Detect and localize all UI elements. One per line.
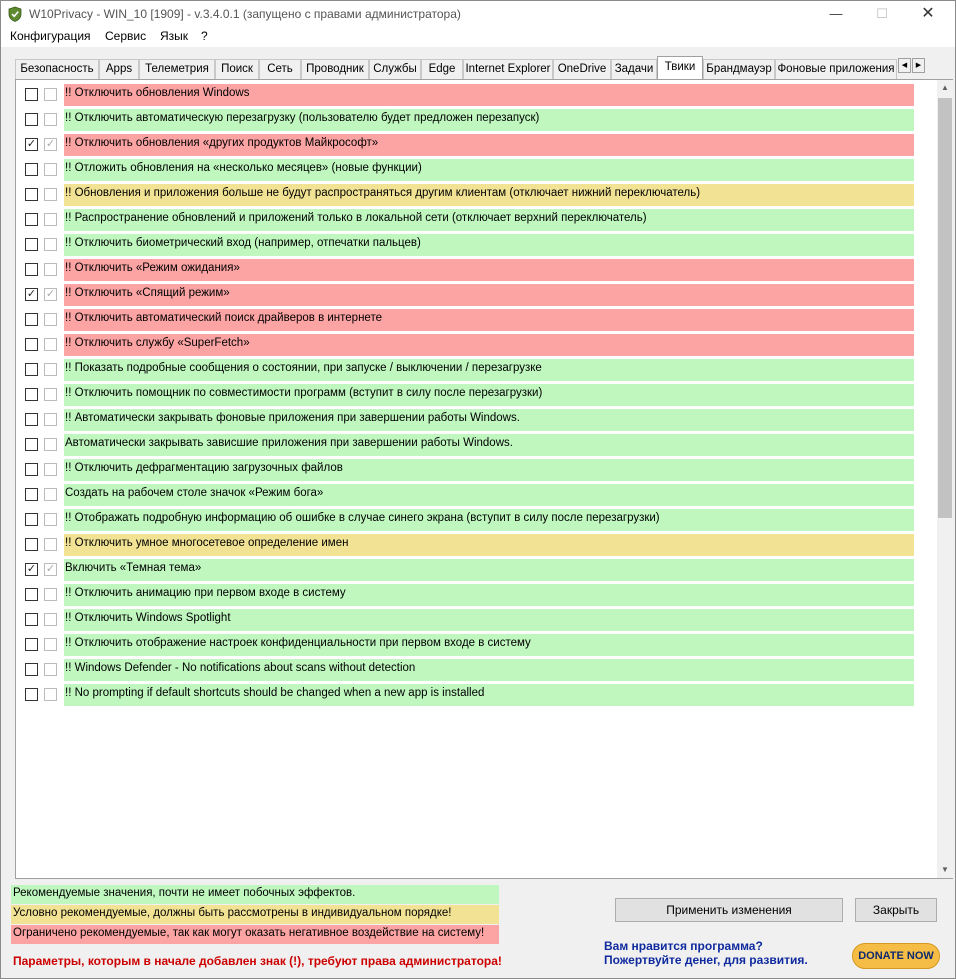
tweak-label[interactable]: !! Отключить умное многосетевое определение имен: [64, 534, 914, 556]
tweak-label[interactable]: !! Отключить помощник по совместимости программ (вступит в силу после перезагрузки): [64, 384, 914, 406]
tweak-label[interactable]: !! Отображать подробную информацию об ошибке в случае синего экрана (вступит в силу после перезагрузки): [64, 509, 914, 531]
menu-service[interactable]: Сервис: [105, 29, 147, 43]
tab-internet-explorer[interactable]: Internet Explorer: [463, 59, 553, 79]
tweak-label[interactable]: !! Отключить биометрический вход (например, отпечатки пальцев): [64, 234, 914, 256]
scroll-thumb[interactable]: [938, 98, 952, 518]
tweak-label[interactable]: !! Отключить обновления «других продуктов Майкрософт»: [64, 134, 914, 156]
tweak-checkbox[interactable]: ✓: [26, 288, 37, 300]
recommended-checkbox: [44, 613, 57, 626]
tweak-row: [16, 684, 938, 706]
tweak-checkbox[interactable]: ✓: [26, 563, 37, 575]
tweak-checkbox[interactable]: [25, 488, 38, 501]
tweak-label[interactable]: !! Распространение обновлений и приложений только в локальной сети (отключает верхний переключатель): [64, 209, 914, 231]
tweak-row: [16, 184, 938, 206]
tweak-checkbox[interactable]: [25, 163, 38, 176]
tweak-row: [16, 459, 938, 481]
title-bar: [1, 1, 955, 27]
tab-network[interactable]: Сеть: [259, 59, 301, 79]
tweak-row: [16, 609, 938, 631]
recommended-checkbox: [44, 463, 57, 476]
tweak-label[interactable]: !! Отключить дефрагментацию загрузочных файлов: [64, 459, 914, 481]
tweak-checkbox[interactable]: [25, 613, 38, 626]
tweak-row: [16, 434, 938, 456]
tab-tasks[interactable]: Задачи: [611, 59, 657, 79]
tweak-checkbox[interactable]: [25, 113, 38, 126]
legend-green: Рекомендуемые значения, почти не имеет побочных эффектов.: [11, 885, 499, 904]
tweak-checkbox[interactable]: [25, 638, 38, 651]
tweak-row: [16, 134, 938, 156]
recommended-checkbox: [44, 513, 57, 526]
menu-config[interactable]: Конфигурация: [10, 29, 91, 43]
tweak-label[interactable]: !! Отложить обновления на «несколько месяцев» (новые функции): [64, 159, 914, 181]
menu-bar: [1, 27, 955, 47]
tweak-label[interactable]: !! Отключить «Режим ожидания»: [64, 259, 914, 281]
recommended-checkbox: [44, 488, 57, 501]
recommended-checkbox: [44, 363, 57, 376]
tab-services[interactable]: Службы: [369, 59, 421, 79]
tweak-checkbox[interactable]: [25, 263, 38, 276]
tweak-checkbox[interactable]: [25, 588, 38, 601]
legend-red: Ограничено рекомендуемые, так как могут оказать негативное воздействие на систему!: [11, 925, 499, 944]
menu-language[interactable]: Язык: [160, 29, 189, 43]
tweak-row: [16, 284, 938, 306]
tweak-label[interactable]: !! Отключить отображение настроек конфиденциальности при первом входе в систему: [64, 634, 914, 656]
tab-explorer[interactable]: Проводник: [301, 59, 369, 79]
tweak-label[interactable]: !! Отключить «Спящий режим»: [64, 284, 914, 306]
recommended-checkbox: [44, 413, 57, 426]
scroll-up-arrow-icon[interactable]: ▲: [941, 83, 949, 92]
menu-help[interactable]: ?: [201, 29, 208, 43]
tweak-checkbox[interactable]: [25, 363, 38, 376]
tweak-label[interactable]: !! Обновления и приложения больше не будут распространяться другим клиентам (отключает нижний переключатель): [64, 184, 914, 206]
recommended-checkbox: [44, 263, 57, 276]
recommended-checkbox: [44, 113, 57, 126]
tweak-row: [16, 234, 938, 256]
recommended-checkbox: [44, 313, 57, 326]
tweak-row: [16, 634, 938, 656]
tab-scroll-left-button[interactable]: ◀: [898, 58, 911, 73]
recommended-checkbox: [44, 188, 57, 201]
tweak-label[interactable]: !! Автоматически закрывать фоновые приложения при завершении работы Windows.: [64, 409, 914, 431]
tab-background-apps[interactable]: Фоновые приложения: [775, 59, 897, 79]
tweak-checkbox[interactable]: [25, 438, 38, 451]
recommended-checkbox: ✓: [45, 138, 56, 150]
tab-scroll-right-button[interactable]: ▶: [912, 58, 925, 73]
tweak-row: [16, 259, 938, 281]
tweak-checkbox[interactable]: [25, 388, 38, 401]
tweak-checkbox[interactable]: [25, 538, 38, 551]
tweak-label[interactable]: Включить «Темная тема»: [64, 559, 914, 581]
admin-warning: Параметры, которым в начале добавлен знак (!), требуют права администратора!: [13, 954, 502, 968]
tweak-label[interactable]: !! Отключить анимацию при первом входе в систему: [64, 584, 914, 606]
tab-search[interactable]: Поиск: [215, 59, 259, 79]
tweak-checkbox[interactable]: [25, 238, 38, 251]
tweak-checkbox[interactable]: [25, 413, 38, 426]
recommended-checkbox: [44, 638, 57, 651]
tweak-label[interactable]: !! No prompting if default shortcuts should be changed when a new app is installed: [64, 684, 914, 706]
tweak-checkbox[interactable]: [25, 188, 38, 201]
tweak-checkbox[interactable]: [25, 213, 38, 226]
tab-telemetry[interactable]: Телеметрия: [139, 59, 215, 79]
recommended-checkbox: [44, 238, 57, 251]
close-window-button[interactable]: ✕: [921, 5, 935, 22]
tweak-row: [16, 334, 938, 356]
vertical-scrollbar[interactable]: [937, 80, 953, 878]
tweak-checkbox[interactable]: [25, 338, 38, 351]
legend-yellow: Условно рекомендуемые, должны быть рассмотрены в индивидуальном порядке!: [11, 905, 499, 924]
tweak-label[interactable]: !! Показать подробные сообщения о состоянии, при запуске / выключении / перезагрузке: [64, 359, 914, 381]
promo-line-1: Вам нравится программа?: [604, 939, 763, 953]
tweak-checkbox[interactable]: [25, 663, 38, 676]
recommended-checkbox: [44, 538, 57, 551]
shield-icon: [7, 6, 23, 22]
maximize-button[interactable]: ☐: [876, 6, 888, 21]
tweak-label[interactable]: !! Отключить Windows Spotlight: [64, 609, 914, 631]
tweak-row: [16, 384, 938, 406]
recommended-checkbox: [44, 388, 57, 401]
tab-firewall[interactable]: Брандмауэр: [703, 59, 775, 79]
close-button[interactable]: Закрыть: [855, 898, 937, 922]
recommended-checkbox: ✓: [45, 288, 56, 300]
tweak-label[interactable]: !! Отключить автоматическую перезагрузку (пользователю будет предложен перезапуск): [64, 109, 914, 131]
tweak-row: [16, 559, 938, 581]
tweak-label[interactable]: !! Windows Defender - No notifications about scans without detection: [64, 659, 914, 681]
tweak-label[interactable]: !! Отключить службу «SuperFetch»: [64, 334, 914, 356]
tweak-row: [16, 484, 938, 506]
tweak-row: [16, 359, 938, 381]
recommended-checkbox: [44, 588, 57, 601]
tweak-row: [16, 309, 938, 331]
recommended-checkbox: [44, 163, 57, 176]
tweak-checkbox[interactable]: [25, 513, 38, 526]
tweak-checkbox[interactable]: [25, 463, 38, 476]
recommended-checkbox: [44, 688, 57, 701]
tab-strip: [15, 58, 931, 79]
tweak-row: [16, 84, 938, 106]
tweak-label[interactable]: Автоматически закрывать зависшие приложения при завершении работы Windows.: [64, 434, 914, 456]
tweak-row: [16, 534, 938, 556]
tweak-row: [16, 209, 938, 231]
window-title: W10Privacy - WIN_10 [1909] - v.3.4.0.1 (запущено с правами администратора): [29, 7, 461, 21]
tweak-label[interactable]: Создать на рабочем столе значок «Режим бога»: [64, 484, 914, 506]
tweak-row: [16, 509, 938, 531]
recommended-checkbox: [44, 213, 57, 226]
tweak-label[interactable]: !! Отключить обновления Windows: [64, 84, 914, 106]
tweak-checkbox[interactable]: ✓: [26, 138, 37, 150]
tweak-row: [16, 109, 938, 131]
tab-apps[interactable]: Apps: [99, 59, 139, 79]
tweaks-panel: [15, 79, 953, 879]
recommended-checkbox: [44, 88, 57, 101]
recommended-checkbox: [44, 438, 57, 451]
recommended-checkbox: ✓: [45, 563, 56, 575]
donate-button[interactable]: DONATE NOW: [852, 943, 940, 969]
tweak-label[interactable]: !! Отключить автоматический поиск драйверов в интернете: [64, 309, 914, 331]
tweak-checkbox[interactable]: [25, 313, 38, 326]
tweak-row: [16, 584, 938, 606]
scroll-down-arrow-icon[interactable]: ▼: [941, 865, 949, 874]
tweak-checkbox[interactable]: [25, 688, 38, 701]
promo-line-2: Пожертвуйте денег, для развития.: [604, 953, 808, 967]
recommended-checkbox: [44, 338, 57, 351]
tab-edge[interactable]: Edge: [421, 59, 463, 79]
recommended-checkbox: [44, 663, 57, 676]
tab-security[interactable]: Безопасность: [15, 59, 99, 79]
tweak-row: [16, 659, 938, 681]
tab-tweaks[interactable]: Твики: [657, 56, 703, 79]
tweak-checkbox[interactable]: [25, 88, 38, 101]
tab-onedrive[interactable]: OneDrive: [553, 59, 611, 79]
apply-changes-button[interactable]: Применить изменения: [615, 898, 843, 922]
tweak-row: [16, 159, 938, 181]
tweak-row: [16, 409, 938, 431]
minimize-button[interactable]: —: [829, 6, 843, 21]
